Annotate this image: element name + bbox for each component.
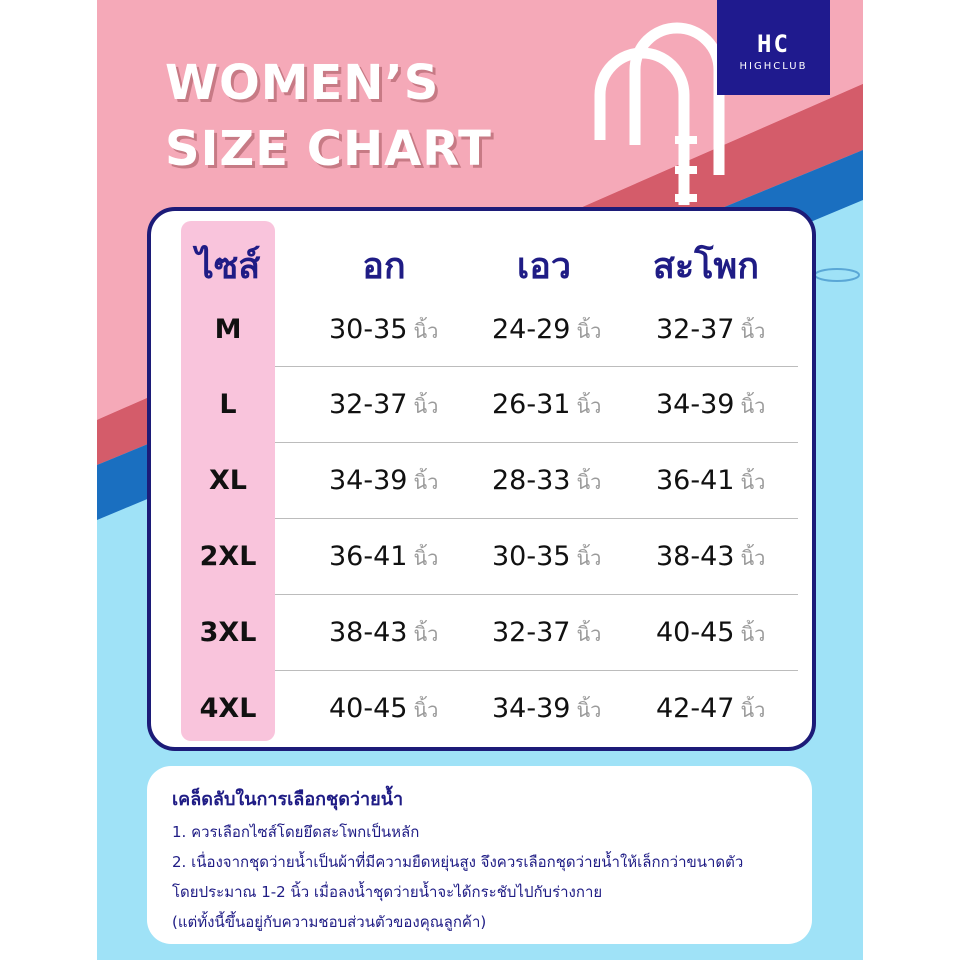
unit-label: นิ้ว [576,394,602,418]
unit-label: นิ้ว [413,698,439,722]
tips-title: เคล็ดลับในการเลือกชุดว่ายน้ำ [172,789,404,810]
header-bust: อก [362,246,406,287]
table-row [151,443,812,519]
size-label: 2XL [199,541,257,572]
unit-label: นิ้ว [413,622,439,646]
waist-value: 30-35 นิ้ว [492,541,602,572]
waist-value: 32-37 นิ้ว [492,617,602,648]
hip-value: 36-41 นิ้ว [656,465,766,496]
bust-value: 32-37 นิ้ว [329,389,439,420]
unit-label: นิ้ว [740,319,766,343]
unit-label: นิ้ว [740,698,766,722]
table-row [151,671,812,747]
waist-value: 24-29 นิ้ว [492,314,602,345]
unit-label: นิ้ว [740,394,766,418]
size-table-card [147,207,816,751]
unit-label: นิ้ว [576,319,602,343]
page-title [165,50,492,182]
table-row [151,295,812,367]
waist-value: 28-33 นิ้ว [492,465,602,496]
waist-value: 26-31 นิ้ว [492,389,602,420]
tip-line-4: (แต่ทั้งนี้ขึ้นอยู่กับความชอบส่วนตัวของคุณลูกค้า) [172,913,487,931]
header-waist: เอว [516,246,572,287]
title-line-2: SIZE CHART [165,121,492,177]
table-row [151,367,812,443]
bust-value: 34-39 นิ้ว [329,465,439,496]
unit-label: นิ้ว [413,394,439,418]
tips-card [147,766,812,944]
bust-value: 30-35 นิ้ว [329,314,439,345]
header-hip: สะโพก [652,246,760,287]
hip-value: 32-37 นิ้ว [656,314,766,345]
unit-label: นิ้ว [413,470,439,494]
unit-label: นิ้ว [413,546,439,570]
hip-value: 42-47 นิ้ว [656,693,766,724]
hip-value: 34-39 นิ้ว [656,389,766,420]
size-label: 3XL [199,617,257,648]
unit-label: นิ้ว [576,622,602,646]
unit-label: นิ้ว [576,470,602,494]
header-size: ไซส์ [195,246,261,287]
size-label: XL [208,465,248,496]
unit-label: นิ้ว [740,622,766,646]
table-body [151,295,812,747]
brand-name: HIGHCLUB [739,61,808,72]
size-chart-poster [97,0,863,960]
table-row [151,519,812,595]
hip-value: 38-43 นิ้ว [656,541,766,572]
waist-value: 34-39 นิ้ว [492,693,602,724]
hip-value: 40-45 นิ้ว [656,617,766,648]
unit-label: นิ้ว [576,698,602,722]
table-header [151,239,812,295]
size-label: L [219,389,237,420]
unit-label: นิ้ว [576,546,602,570]
table-row [151,595,812,671]
title-line-1: WOMEN’S [165,55,440,111]
brand-mark: HC [757,30,790,58]
size-label: M [214,314,242,345]
bust-value: 36-41 นิ้ว [329,541,439,572]
unit-label: นิ้ว [740,546,766,570]
tip-line-2: 2. เนื่องจากชุดว่ายน้ำเป็นผ้าที่มีความยืดหยุ่นสูง จึงควรเลือกชุดว่ายน้ำให้เล็กกว่าขนาดตัว [172,853,744,871]
brand-logo [717,0,830,95]
unit-label: นิ้ว [740,470,766,494]
bust-value: 38-43 นิ้ว [329,617,439,648]
tip-line-1: 1. ควรเลือกไซส์โดยยึดสะโพกเป็นหลัก [172,823,420,841]
size-label: 4XL [199,693,257,724]
bust-value: 40-45 นิ้ว [329,693,439,724]
unit-label: นิ้ว [413,319,439,343]
tip-line-3: โดยประมาณ 1-2 นิ้ว เมื่อลงน้ำชุดว่ายน้ำจะได้กระชับไปกับร่างกาย [172,883,603,901]
